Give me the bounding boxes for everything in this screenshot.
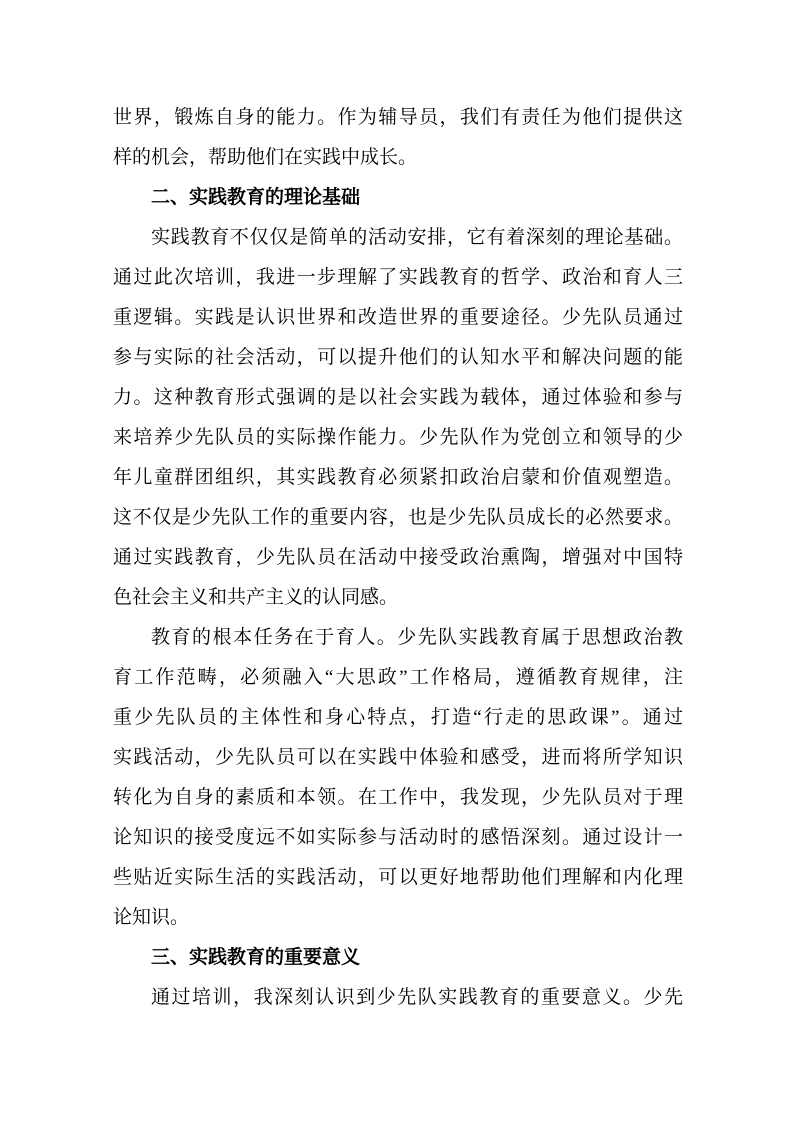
text-line: 样的机会，帮助他们在实践中成长。 bbox=[113, 147, 418, 168]
text-line: 重少先队员的主体性和身心特点，打造“行走的思政课”。通过 bbox=[113, 707, 683, 728]
text-line: 这不仅是少先队工作的重要内容，也是少先队员成长的必然要求。 bbox=[113, 507, 683, 528]
text-line: 重逻辑。实践是认识世界和改造世界的重要途径。少先队员通过 bbox=[113, 307, 683, 328]
text-line: 通过培训，我深刻认识到少先队实践教育的重要意义。少先 bbox=[151, 987, 683, 1008]
section-heading bbox=[113, 178, 683, 218]
text-line: 实践活动，少先队员可以在实践中体验和感受，进而将所学知识 bbox=[113, 747, 683, 768]
paragraph bbox=[113, 98, 683, 178]
text-line: 论知识。 bbox=[113, 907, 190, 928]
text-line: 转化为自身的素质和本领。在工作中，我发现，少先队员对于理 bbox=[113, 787, 683, 808]
text-line: 通过此次培训，我进一步理解了实践教育的哲学、政治和育人三 bbox=[113, 267, 683, 288]
paragraph bbox=[113, 218, 683, 618]
text-line: 来培养少先队员的实际操作能力。少先队作为党创立和领导的少 bbox=[113, 427, 683, 448]
paragraph bbox=[113, 618, 683, 938]
text-line: 参与实际的社会活动，可以提升他们的认知水平和解决问题的能 bbox=[113, 347, 683, 368]
text-line: 年儿童群团组织，其实践教育必须紧扣政治启蒙和价值观塑造。 bbox=[113, 467, 683, 488]
text-line: 论知识的接受度远不如实际参与活动时的感悟深刻。通过设计一 bbox=[113, 827, 683, 848]
text-line: 教育的根本任务在于育人。少先队实践教育属于思想政治教 bbox=[151, 627, 683, 648]
text-line: 通过实践教育，少先队员在活动中接受政治熏陶，增强对中国特 bbox=[113, 547, 683, 568]
section-heading bbox=[113, 938, 683, 978]
document-body bbox=[113, 98, 683, 1018]
paragraph bbox=[113, 978, 683, 1018]
heading-line: 三、实践教育的重要意义 bbox=[151, 947, 361, 968]
heading-line: 二、实践教育的理论基础 bbox=[151, 187, 361, 208]
text-line: 实践教育不仅仅是简单的活动安排，它有着深刻的理论基础。 bbox=[151, 227, 683, 248]
text-line: 育工作范畴，必须融入“大思政”工作格局，遵循教育规律，注 bbox=[113, 667, 683, 688]
text-line: 力。这种教育形式强调的是以社会实践为载体，通过体验和参与 bbox=[113, 387, 683, 408]
text-line: 世界，锻炼自身的能力。作为辅导员，我们有责任为他们提供这 bbox=[113, 107, 683, 128]
text-line: 色社会主义和共产主义的认同感。 bbox=[113, 587, 399, 608]
text-line: 些贴近实际生活的实践活动，可以更好地帮助他们理解和内化理 bbox=[113, 867, 683, 888]
